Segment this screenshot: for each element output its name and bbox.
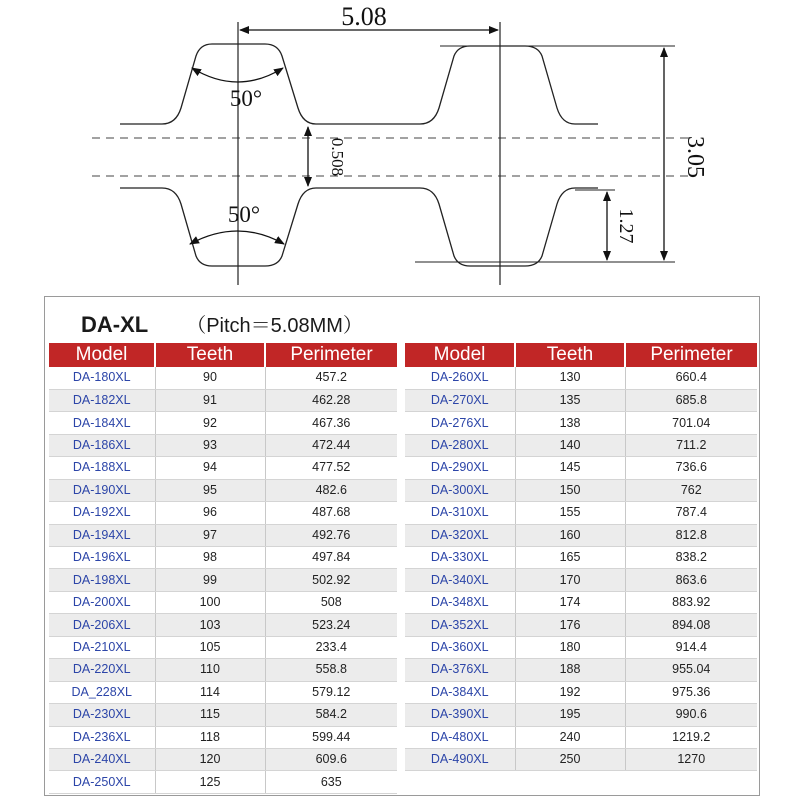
model-cell: DA-280XL [405, 434, 515, 456]
perimeter-cell: 457.2 [265, 367, 397, 389]
model-cell: DA-194XL [49, 524, 155, 546]
table-row [49, 636, 397, 658]
table-row [49, 614, 397, 636]
table-row [405, 636, 757, 658]
header-perimeter: Perimeter [265, 343, 397, 367]
pitch-lines [92, 138, 690, 176]
table-row [49, 681, 397, 703]
table-row [49, 591, 397, 613]
model-cell: DA-250XL [49, 771, 155, 793]
tooth-height-label: 1.27 [615, 208, 637, 244]
perimeter-cell: 711.2 [625, 434, 757, 456]
model-cell: DA-310XL [405, 502, 515, 524]
table-row [405, 479, 757, 501]
pitch-value-label: 5.08 [341, 2, 387, 31]
perimeter-cell: 508 [265, 591, 397, 613]
model-cell: DA-348XL [405, 591, 515, 613]
teeth-cell: 176 [515, 614, 625, 636]
model-cell: DA-360XL [405, 636, 515, 658]
table-row [49, 569, 397, 591]
model-cell: DA-198XL [49, 569, 155, 591]
table-row [405, 547, 757, 569]
perimeter-cell: 914.4 [625, 636, 757, 658]
table-row [405, 591, 757, 613]
perimeter-cell: 990.6 [625, 704, 757, 726]
perimeter-cell: 523.24 [265, 614, 397, 636]
model-cell: DA-184XL [49, 412, 155, 434]
perimeter-cell: 894.08 [625, 614, 757, 636]
table-body-left [49, 367, 397, 793]
teeth-cell: 92 [155, 412, 265, 434]
table-title [81, 309, 363, 339]
spec-table-left [49, 343, 397, 794]
perimeter-cell: 1270 [625, 748, 757, 770]
model-cell: DA-384XL [405, 681, 515, 703]
model-cell: DA-260XL [405, 367, 515, 389]
perimeter-cell: 482.6 [265, 479, 397, 501]
table-row [405, 457, 757, 479]
model-cell: DA-180XL [49, 367, 155, 389]
perimeter-cell: 685.8 [625, 389, 757, 411]
table-row [405, 412, 757, 434]
perimeter-cell: 1219.2 [625, 726, 757, 748]
pitch-note: （Pitch＝5.08MM） [186, 315, 363, 337]
model-cell: DA-330XL [405, 547, 515, 569]
teeth-cell: 140 [515, 434, 625, 456]
table-row [49, 547, 397, 569]
spec-table-panel [44, 296, 760, 796]
perimeter-cell: 635 [265, 771, 397, 793]
model-cell: DA-186XL [49, 434, 155, 456]
header-teeth: Teeth [515, 343, 625, 367]
table-header-row [49, 343, 397, 367]
model-cell: DA-210XL [49, 636, 155, 658]
belt-outline-top [120, 44, 598, 124]
teeth-cell: 97 [155, 524, 265, 546]
pitch-offset-label: 0.508 [328, 137, 347, 177]
model-cell: DA-236XL [49, 726, 155, 748]
header-teeth: Teeth [155, 343, 265, 367]
table-row [405, 726, 757, 748]
teeth-cell: 150 [515, 479, 625, 501]
teeth-cell: 165 [515, 547, 625, 569]
model-cell: DA-206XL [49, 614, 155, 636]
teeth-cell: 250 [515, 748, 625, 770]
teeth-cell: 110 [155, 659, 265, 681]
teeth-cell: 138 [515, 412, 625, 434]
teeth-cell: 130 [515, 367, 625, 389]
tooth-angle-bottom-label: 50° [227, 202, 261, 227]
model-cell: DA-200XL [49, 591, 155, 613]
table-row [405, 434, 757, 456]
teeth-cell: 155 [515, 502, 625, 524]
table-row [49, 434, 397, 456]
series-name: DA-XL [81, 312, 149, 337]
model-cell: DA-240XL [49, 748, 155, 770]
perimeter-cell: 487.68 [265, 502, 397, 524]
perimeter-cell: 502.92 [265, 569, 397, 591]
header-model: Model [405, 343, 515, 367]
teeth-cell: 240 [515, 726, 625, 748]
perimeter-cell: 812.8 [625, 524, 757, 546]
perimeter-cell: 883.92 [625, 591, 757, 613]
table-row [49, 457, 397, 479]
table-row [405, 502, 757, 524]
teeth-cell: 174 [515, 591, 625, 613]
teeth-cell: 99 [155, 569, 265, 591]
model-cell: DA-320XL [405, 524, 515, 546]
model-cell: DA-276XL [405, 412, 515, 434]
table-row [405, 389, 757, 411]
teeth-cell: 170 [515, 569, 625, 591]
teeth-cell: 94 [155, 457, 265, 479]
teeth-cell: 118 [155, 726, 265, 748]
teeth-cell: 91 [155, 389, 265, 411]
table-row [405, 524, 757, 546]
teeth-cell: 115 [155, 704, 265, 726]
teeth-cell: 90 [155, 367, 265, 389]
perimeter-cell: 467.36 [265, 412, 397, 434]
belt-profile-diagram [0, 0, 800, 290]
model-cell: DA-220XL [49, 659, 155, 681]
belt-outline-bottom [120, 188, 598, 266]
perimeter-cell: 584.2 [265, 704, 397, 726]
tooth-angle-top-label: 50° [229, 86, 263, 111]
perimeter-cell: 975.36 [625, 681, 757, 703]
teeth-cell: 100 [155, 591, 265, 613]
perimeter-cell: 762 [625, 479, 757, 501]
table-row [49, 704, 397, 726]
model-cell: DA-192XL [49, 502, 155, 524]
table-row [405, 659, 757, 681]
table-row [49, 367, 397, 389]
perimeter-cell: 497.84 [265, 547, 397, 569]
perimeter-cell: 462.28 [265, 389, 397, 411]
perimeter-cell: 863.6 [625, 569, 757, 591]
table-row [405, 569, 757, 591]
teeth-cell: 98 [155, 547, 265, 569]
perimeter-cell: 609.6 [265, 748, 397, 770]
perimeter-cell: 701.04 [625, 412, 757, 434]
perimeter-cell: 838.2 [625, 547, 757, 569]
table-row [405, 367, 757, 389]
perimeter-cell: 787.4 [625, 502, 757, 524]
table-header-row [405, 343, 757, 367]
model-cell: DA-196XL [49, 547, 155, 569]
total-height-label: 3.05 [682, 136, 708, 178]
teeth-cell: 188 [515, 659, 625, 681]
table-row [49, 771, 397, 793]
perimeter-cell: 599.44 [265, 726, 397, 748]
header-model: Model [49, 343, 155, 367]
model-cell: DA-290XL [405, 457, 515, 479]
perimeter-cell: 477.52 [265, 457, 397, 479]
table-row [405, 614, 757, 636]
model-cell: DA-182XL [49, 389, 155, 411]
teeth-cell: 114 [155, 681, 265, 703]
model-cell: DA-490XL [405, 748, 515, 770]
teeth-cell: 160 [515, 524, 625, 546]
perimeter-cell: 472.44 [265, 434, 397, 456]
perimeter-cell: 492.76 [265, 524, 397, 546]
table-row [49, 502, 397, 524]
model-cell: DA-270XL [405, 389, 515, 411]
model-cell: DA-230XL [49, 704, 155, 726]
model-cell: DA-390XL [405, 704, 515, 726]
dimension-arrows [190, 30, 664, 260]
model-cell: DA-300XL [405, 479, 515, 501]
table-body-right [405, 367, 757, 771]
table-row [405, 704, 757, 726]
table-row [405, 748, 757, 770]
model-cell: DA-188XL [49, 457, 155, 479]
spec-table-right [405, 343, 757, 771]
perimeter-cell: 233.4 [265, 636, 397, 658]
teeth-cell: 105 [155, 636, 265, 658]
perimeter-cell: 579.12 [265, 681, 397, 703]
teeth-cell: 120 [155, 748, 265, 770]
belt-outline [120, 44, 598, 266]
table-row [49, 524, 397, 546]
header-perimeter: Perimeter [625, 343, 757, 367]
teeth-cell: 95 [155, 479, 265, 501]
teeth-cell: 135 [515, 389, 625, 411]
table-row [49, 659, 397, 681]
model-cell: DA-376XL [405, 659, 515, 681]
perimeter-cell: 736.6 [625, 457, 757, 479]
table-row [49, 412, 397, 434]
teeth-cell: 103 [155, 614, 265, 636]
table-row [49, 726, 397, 748]
angle-arc-bottom [190, 231, 284, 244]
table-row [49, 748, 397, 770]
teeth-cell: 125 [155, 771, 265, 793]
model-cell: DA-340XL [405, 569, 515, 591]
model-cell: DA-190XL [49, 479, 155, 501]
table-row [49, 479, 397, 501]
perimeter-cell: 660.4 [625, 367, 757, 389]
model-cell: DA-480XL [405, 726, 515, 748]
model-cell: DA-352XL [405, 614, 515, 636]
perimeter-cell: 558.8 [265, 659, 397, 681]
teeth-cell: 145 [515, 457, 625, 479]
teeth-cell: 93 [155, 434, 265, 456]
table-row [405, 681, 757, 703]
teeth-cell: 96 [155, 502, 265, 524]
table-row [49, 389, 397, 411]
center-lines [238, 22, 500, 285]
perimeter-cell: 955.04 [625, 659, 757, 681]
teeth-cell: 180 [515, 636, 625, 658]
teeth-cell: 192 [515, 681, 625, 703]
teeth-cell: 195 [515, 704, 625, 726]
model-cell: DA_228XL [49, 681, 155, 703]
